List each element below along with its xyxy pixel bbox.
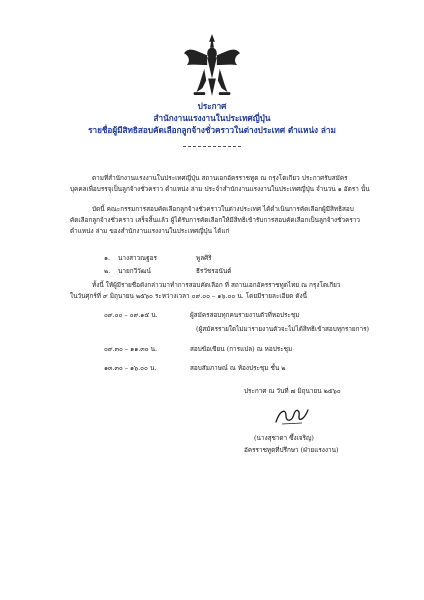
candidate-surname: พูลศิริ [196, 254, 212, 262]
garuda-emblem-icon [183, 32, 241, 98]
paragraph-1-line-1: ตามที่สำนักงานแรงงานในประเทศญี่ปุ่น สถานเอกอัครราชทูต ณ กรุงโตเกียว ประกาศรับสมัคร [92, 174, 348, 182]
signatory-name: (นางสุชาดา ซึ้งเจริญ) [254, 434, 314, 442]
schedule-time: ๐๙.๐๐ – ๐๙.๑๕ น. [104, 311, 158, 319]
schedule-time: ๐๙.๓๐ – ๑๑.๓๐ น. [104, 345, 157, 353]
office-name: สำนักงานแรงงานในประเทศญี่ปุ่น [153, 113, 271, 123]
handwritten-signature-icon [272, 402, 312, 428]
candidate-name: นายกวีวัฒน์ [118, 267, 151, 275]
document-subject: รายชื่อผู้มีสิทธิสอบคัดเลือกลูกจ้างชั่วคราวในต่างประเทศ ตำแหน่ง ล่าม [88, 125, 336, 135]
announcement-label: ประกาศ [197, 101, 227, 111]
candidate-surname: ธีรวัชรอนันต์ [196, 267, 232, 275]
paragraph-3-line-1: ทั้งนี้ ให้ผู้มีรายชื่อดังกล่าวมาทำการสอบคัดเลือก ที่ สถานเอกอัครราชทูตไทย ณ กรุงโตเกียว [92, 281, 341, 289]
schedule-note: (ผู้สมัครรายใดไม่มารายงานตัวจะไม่ได้สิทธิเข้าสอบทุกรายการ) [196, 325, 370, 333]
schedule-description: สอบสัมภาษณ์ ณ ห้องประชุม ชั้น ๒ [190, 364, 286, 372]
paragraph-3-line-2: ในวันศุกร์ที่ ๙ มิถุนายน ๒๕๖๐ ระหว่างเวลา ๐๙.๐๐ – ๑๖.๐๐ น. โดยมีรายละเอียด ดังนี้ [70, 292, 307, 300]
schedule-description: สอบข้อเขียน (การแปล) ณ หอประชุม [190, 345, 293, 353]
paragraph-2-line-1: บัดนี้ คณะกรรมการสอบคัดเลือกลูกจ้างชั่วคราวในต่างประเทศ ได้ดำเนินการคัดเลือกผู้มีสิทธิสอบ [92, 205, 354, 213]
paragraph-1-line-2: บุคคลเพื่อบรรจุเป็นลูกจ้างชั่วคราว ตำแหน่ง ล่าม ประจำสำนักงานแรงงานในประเทศญี่ปุ่น จำนวน ๑ อัตรา นั้น [70, 185, 370, 193]
candidate-number: ๑. [104, 254, 111, 262]
schedule-time: ๑๓.๓๐ – ๑๖.๐๐ น. [104, 364, 157, 372]
candidate-name: นางสาวณฐอร [118, 254, 157, 262]
paragraph-2-line-3: ตำแหน่ง ล่าม ของสำนักงานแรงงานในประเทศญี่ปุ่น ได้แก่ [70, 227, 230, 235]
paragraph-2-line-2: คัดเลือกลูกจ้างชั่วคราว เสร็จสิ้นแล้ว ผู้ได้รับการคัดเลือกให้มีสิทธิเข้ารับการสอบคัดเลือกเป็นลูกจ้างชั่วคราว [70, 216, 360, 224]
schedule-description: ผู้สมัครสอบทุกคนรายงานตัวที่หอประชุม [190, 311, 300, 319]
separator-line [183, 146, 241, 147]
candidate-number: ๒. [104, 267, 111, 275]
signatory-title: อัครราชทูตที่ปรึกษา (ฝ่ายแรงงาน) [244, 446, 339, 454]
announcement-date: ประกาศ ณ วันที่ ๗ มิถุนายน ๒๕๖๐ [244, 387, 341, 395]
